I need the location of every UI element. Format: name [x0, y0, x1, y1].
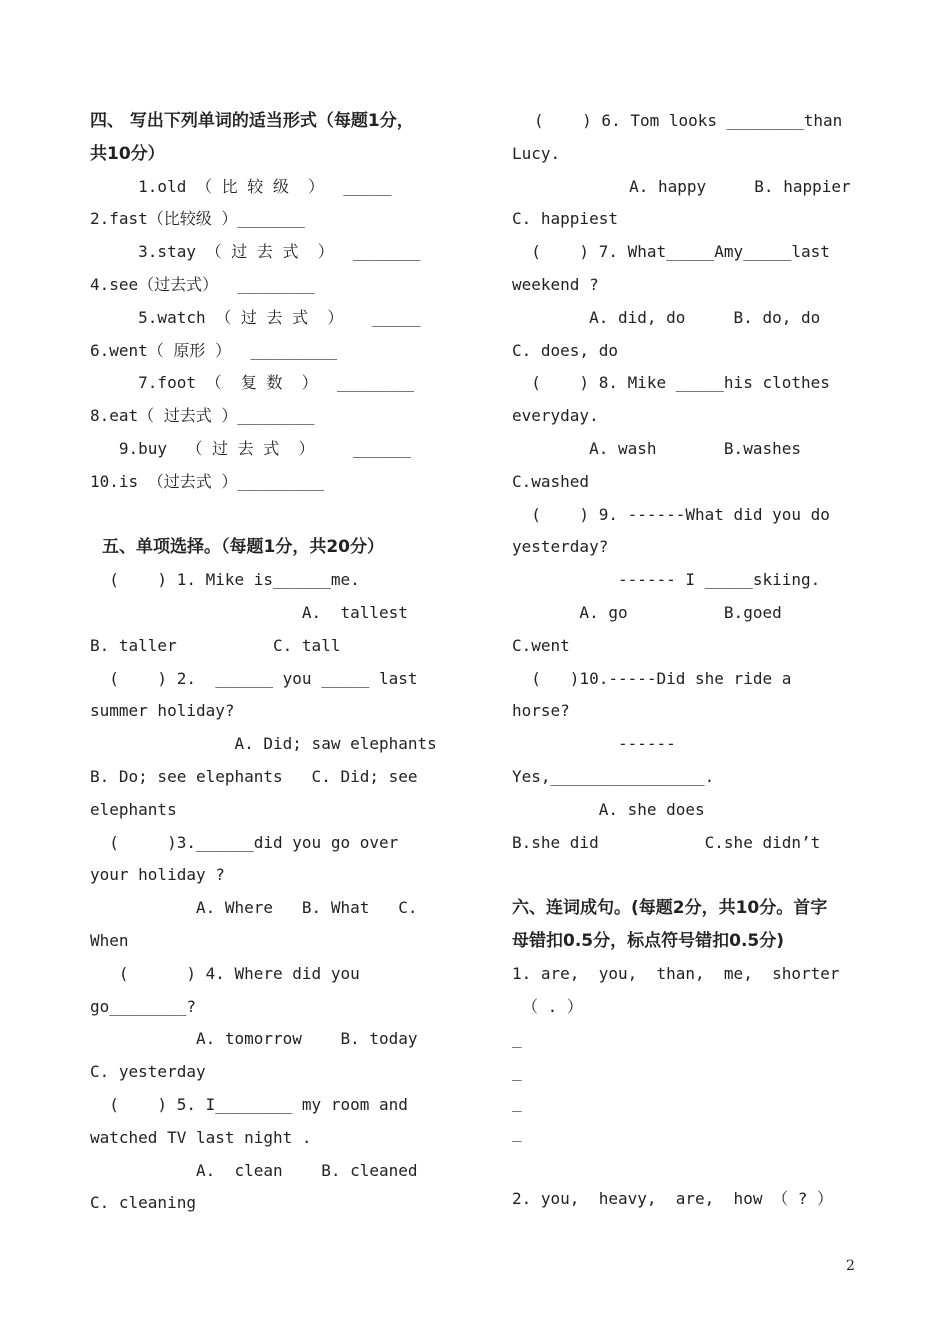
s5b-line: C.washed	[512, 471, 590, 491]
answer-blank[interactable]: _	[512, 1092, 522, 1112]
section-6-title-line1: 六、连词成句。(每题2分，共10分。首字	[512, 898, 828, 919]
s5b-line: C. does, do	[512, 340, 618, 360]
s5b-line: ( ) 6. Tom looks ________than	[534, 111, 843, 130]
s5-line: When	[90, 930, 129, 950]
s4-item-8: 8.eat（ 过去式 ）________	[90, 406, 315, 426]
s5-line: C. yesterday	[90, 1062, 206, 1082]
section-4-title-line1: 四、 写出下列单词的适当形式（每题1分，	[90, 111, 414, 131]
s6-question-1-punct: （ . ）	[522, 996, 583, 1016]
answer-blank[interactable]: _	[512, 1029, 522, 1049]
answer-gap	[512, 1150, 852, 1183]
s5b-line: yesterday?	[512, 537, 609, 557]
s5b-line: ( ) 7. What_____Amy_____last	[512, 242, 830, 262]
s4-item-3: 3.stay （ 过 去 式 ） _______	[90, 242, 421, 262]
s5b-line: ------	[512, 734, 676, 754]
answer-blank[interactable]: _	[512, 1062, 522, 1082]
s4-item-7: 7.foot （ 复 数 ） ________	[90, 373, 415, 393]
s5b-line: ------ I _____skiing.	[512, 570, 821, 590]
s6-question-1: 1. are, you, than, me, shorter	[512, 963, 840, 983]
s5-line: B. taller C. tall	[90, 635, 341, 655]
s5b-line: B.she did C.she didn’t	[512, 832, 821, 852]
s4-item-10: 10.is （过去式 ）_________	[90, 471, 325, 491]
s5b-line: Yes,________________.	[512, 766, 715, 786]
s4-item-2: 2.fast（比较级 ）_______	[90, 209, 305, 229]
s5-line: ( ) 5. I________ my room and	[90, 1094, 408, 1114]
section-5-title: 五、单项选择。（每题1分，共20分）	[102, 537, 384, 558]
s6-question-2: 2. you, heavy, are, how （ ? ）	[512, 1188, 833, 1208]
s5-line: A. tomorrow B. today	[90, 1029, 418, 1049]
s5b-line: A. she does	[512, 799, 705, 819]
s5-line: elephants	[90, 799, 177, 819]
s5b-line: horse?	[512, 701, 570, 721]
s5b-line: C. happiest	[512, 209, 618, 229]
answer-blank[interactable]: _	[512, 1122, 522, 1142]
s5b-line: C.went	[512, 635, 570, 655]
s5-line: C. cleaning	[90, 1193, 196, 1213]
s5-line: A. tallest	[90, 602, 408, 622]
right-column	[512, 105, 852, 1215]
s5b-line: ( ) 8. Mike _____his clothes	[512, 373, 830, 393]
s4-item-5: 5.watch （ 过 去 式 ） _____	[90, 307, 421, 327]
s5b-line: ( ) 9. ------What did you do	[512, 504, 830, 524]
s5-line: ( )3.______did you go over	[90, 832, 399, 852]
s5b-line: everyday.	[512, 406, 599, 426]
s5-line: A. Where B. What C.	[90, 898, 418, 918]
section-4-title-line2: 共10分）	[90, 143, 165, 164]
s5-line: ( ) 4. Where did you	[90, 963, 360, 983]
s5b-line: ( )10.-----Did she ride a	[512, 668, 792, 688]
s5-line: ( ) 1. Mike is______me.	[90, 570, 360, 590]
s4-item-9: 9.buy （ 过 去 式 ） ______	[90, 438, 411, 458]
s5-line: your holiday ?	[90, 865, 225, 885]
s5-line: watched TV last night .	[90, 1127, 312, 1147]
section-gap	[512, 859, 852, 892]
s5b-line: A. wash B.washes	[512, 438, 801, 458]
s5-line: A. clean B. cleaned	[90, 1160, 418, 1180]
s5b-line: A. go B.goed	[512, 602, 782, 622]
s4-item-6: 6.went（ 原形 ） _________	[90, 340, 338, 360]
page-number: 2	[846, 1258, 855, 1274]
s5b-line: weekend ?	[512, 274, 599, 294]
s5b-line: A. did, do B. do, do	[512, 307, 821, 327]
s5b-line: Lucy.	[512, 143, 561, 163]
s4-item-1: 1.old （ 比 较 级 ） _____	[90, 176, 392, 196]
s5-line: A. Did; saw elephants	[90, 734, 437, 754]
section-gap	[90, 499, 430, 532]
s5-line: summer holiday?	[90, 701, 235, 721]
left-column	[90, 105, 437, 1220]
s5-line: B. Do; see elephants C. Did; see	[90, 766, 418, 786]
section-6-title-line2: 母错扣0.5分，标点符号错扣0.5分)	[512, 930, 784, 951]
s5b-line: A. happy B. happier	[552, 176, 851, 196]
s4-item-4: 4.see（过去式） ________	[90, 274, 315, 294]
s5-line: ( ) 2. ______ you _____ last	[90, 668, 418, 688]
s5-line: go________?	[90, 996, 196, 1016]
